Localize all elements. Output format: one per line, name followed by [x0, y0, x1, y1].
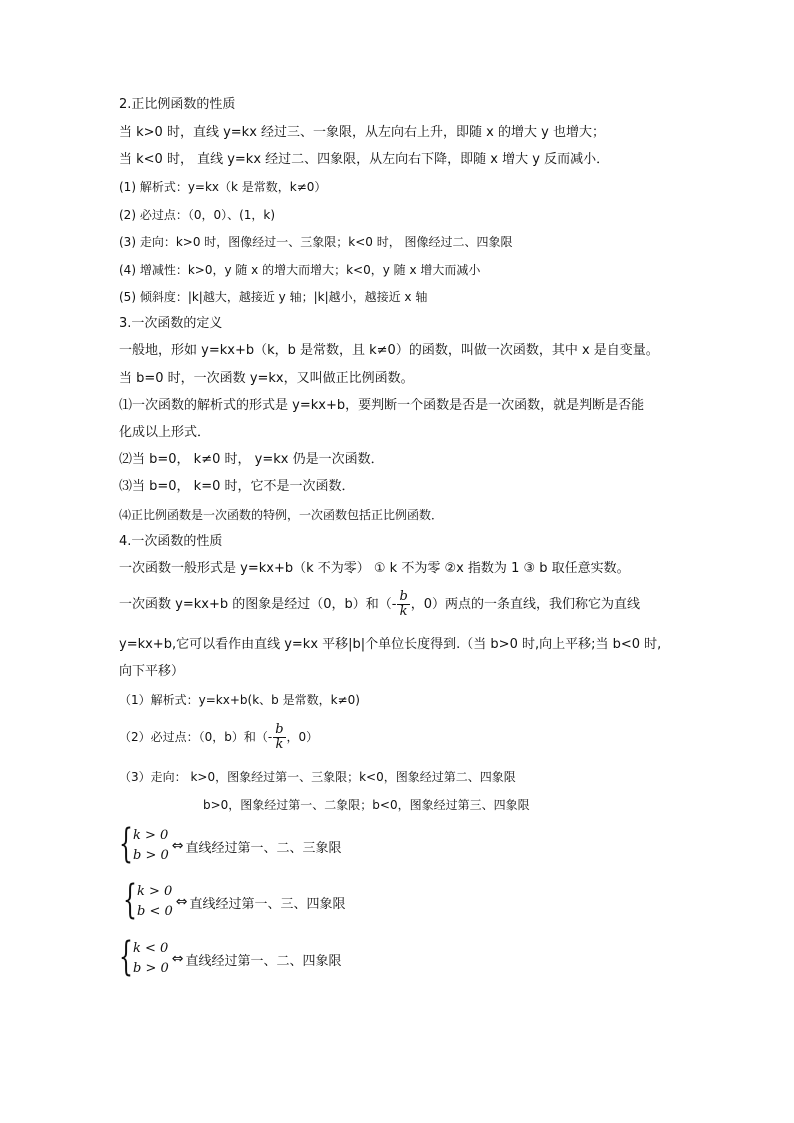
sec4-point-2: [119, 721, 318, 753]
sec4-line-4: 向下平移）: [119, 664, 185, 679]
left-brace-icon: {: [119, 821, 133, 867]
system-conclusion: 直线经过第一、三、四象限: [189, 896, 346, 912]
sec2-item-3: (3) 走向：k>0 时，图像经过一、三象限；k<0 时， 图像经过二、四象限: [119, 235, 513, 249]
sec4-line-2-part-a: 一次函数 y=kx+b 的图象是经过（0，b）和（-: [119, 597, 397, 612]
condition-k: k > 0: [137, 884, 173, 899]
sec4-point-3a: （3）走向： k>0，图象经过第一、三象限；k<0，图象经过第二、四象限: [119, 770, 516, 784]
condition-stack: [137, 882, 173, 922]
condition-b: b < 0: [137, 904, 173, 919]
condition-k: k > 0: [133, 828, 169, 843]
sec4-line-3: y=kx+b,它可以看作由直线 y=kx 平移|b|个单位长度得到.（当 b>0 时,向上平移;当 b<0 时,: [119, 637, 662, 652]
fraction-numerator-2: b: [275, 722, 284, 737]
condition-b: b > 0: [133, 848, 169, 863]
condition-b: b > 0: [133, 961, 169, 976]
condition-k: k < 0: [133, 941, 169, 956]
condition-system-1: [119, 821, 342, 868]
sec3-line-1: 一般地，形如 y=kx+b（k，b 是常数，且 k≠0）的函数，叫做一次函数，其中 x 是自变量。: [119, 343, 659, 358]
fraction-numerator: b: [399, 589, 408, 604]
section-3-title: 3.一次函数的定义: [119, 316, 223, 331]
sec3-note-1a: ⑴一次函数的解析式的形式是 y=kx+b，要判断一个函数是否是一次函数，就是判断是否能: [119, 398, 645, 413]
left-brace-icon: {: [119, 934, 133, 980]
sec4-point-2-part-b: ，0）: [286, 730, 319, 744]
condition-stack: [133, 939, 169, 979]
sec4-point-1: （1）解析式：y=kx+b(k、b 是常数，k≠0): [119, 693, 360, 707]
system-conclusion: 直线经过第一、二、三象限: [185, 840, 342, 856]
sec2-line-1: 当 k>0 时，直线 y=kx 经过三、一象限，从左向右上升，即随 x 的增大 y 也增大；: [119, 125, 605, 140]
equivalence-arrow-icon: ⇔: [175, 894, 188, 910]
sec4-line-2-part-b: ，0）两点的一条直线，我们称它为直线: [410, 597, 641, 612]
sec3-note-1b: 化成以上形式．: [119, 425, 211, 440]
section-4-title: 4.一次函数的性质: [119, 534, 223, 549]
sec4-line-2: [119, 590, 640, 620]
condition-system-2: [123, 877, 346, 924]
condition-system-3: [119, 934, 342, 981]
sec3-note-3: ⑶当 b=0， k=0 时，它不是一次函数．: [119, 479, 355, 494]
sec2-line-2: 当 k<0 时， 直线 y=kx 经过二、四象限，从左向右下降，即随 x 增大 y 反而减小．: [119, 152, 610, 167]
sec4-line-1: 一次函数一般形式是 y=kx+b（k 不为零） ① k 不为零 ②x 指数为 1 ③ b 取任意实数。: [119, 561, 630, 576]
section-2-title: 2.正比例函数的性质: [119, 97, 236, 112]
fraction-denominator: k: [399, 604, 408, 619]
sec2-item-1: (1) 解析式：y=kx（k 是常数，k≠0）: [119, 180, 327, 194]
sec2-item-4: (4) 增减性：k>0，y 随 x 的增大而增大；k<0，y 随 x 增大而减小: [119, 263, 481, 277]
sec2-item-2: (2) 必过点：（0，0）、(1，k): [119, 208, 276, 222]
fraction-b-over-k: [397, 590, 409, 619]
sec2-item-5: (5) 倾斜度：|k|越大，越接近 y 轴；|k|越小，越接近 x 轴: [119, 290, 428, 304]
sec4-point-3b: b>0，图象经过第一、二象限；b<0，图象经过第三、四象限: [203, 798, 530, 812]
sec3-note-4: ⑷正比例函数是一次函数的特例，一次函数包括正比例函数．: [119, 508, 444, 522]
condition-stack: [133, 826, 169, 866]
system-conclusion: 直线经过第一、二、四象限: [185, 953, 342, 969]
sec3-note-2: ⑵当 b=0， k≠0 时， y=kx 仍是一次函数．: [119, 452, 384, 467]
sec4-point-2-part-a: （2）必过点：（0，b）和（-: [119, 730, 273, 744]
equivalence-arrow-icon: ⇔: [171, 838, 184, 854]
fraction-denominator-2: k: [275, 737, 284, 752]
left-brace-icon: {: [123, 877, 137, 923]
sec3-line-2: 当 b=0 时，一次函数 y=kx，又叫做正比例函数。: [119, 371, 414, 386]
fraction-b-over-k-2: [273, 723, 285, 752]
equivalence-arrow-icon: ⇔: [171, 951, 184, 967]
